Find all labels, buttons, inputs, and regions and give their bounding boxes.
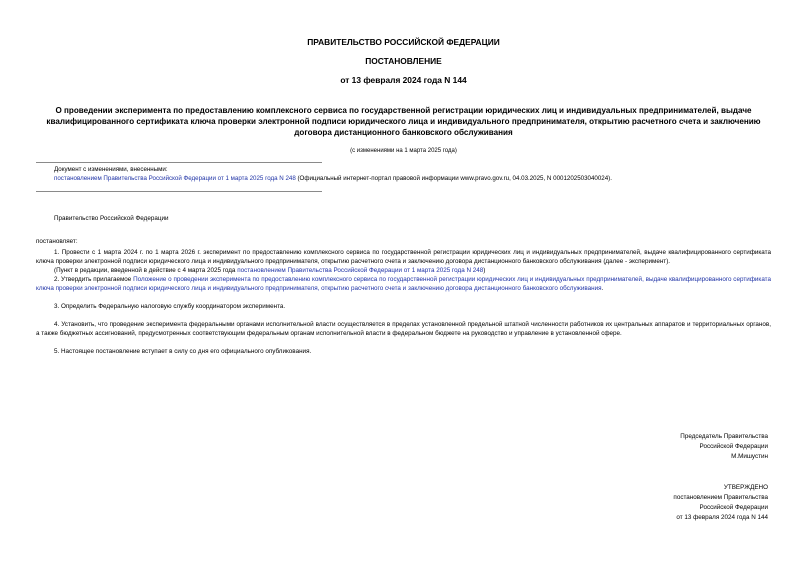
signature-country: Российской Федерации: [699, 443, 768, 451]
approval-line-3: от 13 февраля 2024 года N 144: [676, 514, 768, 522]
approval-block: [673, 483, 768, 523]
note-suffix: ): [483, 266, 486, 274]
document-title: О проведении эксперимента по предоставлению комплексного сервиса по государственной регистрации юридических лиц и индивидуальных предпринимателей, выдаче квалифицированного сертификата ключа проверки электронной подписи юридического лица и индивидуального предпринимателя, открытию расчетного счета и заключению договора дистанционного банковского обслуживания: [46, 106, 761, 137]
document-date: от 13 февраля 2024 года N 144: [340, 75, 467, 85]
paragraph-4: 4. Установить, что проведение эксперимента федеральными органами исполнительной власти осуществляется в пределах установленной предельной штатной численности работников их центральных аппаратов и территориальных органов, а также бюджетных ассигнований, предусмотренных соответствующим федеральным органам исполнительной власти в федеральном бюджете на руководство и управление в установленной сфере.: [36, 320, 771, 337]
edition-note: (с изменениями на 1 марта 2025 года): [350, 148, 457, 154]
changes-source: (Официальный интернет-портал правовой информации www.pravo.gov.ru, 04.03.2025, N 0001202503040024).: [295, 174, 612, 182]
document-type: ПОСТАНОВЛЕНИЕ: [365, 56, 442, 66]
divider-top: [36, 162, 322, 163]
changes-line: [54, 175, 774, 184]
changes-block: [54, 166, 774, 184]
amendment-link[interactable]: постановлением Правительства Российской Федерации от 1 марта 2025 года N 248: [54, 174, 296, 182]
regulation-link[interactable]: Положение о проведении эксперимента по предоставлению комплексного сервиса по государственной регистрации юридических лиц и индивидуальных предпринимателей, выдаче квалифицированного сертификата ключа проверки электронной подписи юридического лица и индивидуального предпринимателя, открытию расчетного счета и заключению договора дистанционного банковского обслуживания: [36, 275, 771, 292]
document-body: [36, 249, 771, 356]
paragraph-5: 5. Настоящее постановление вступает в силу со дня его официального опубликования.: [54, 347, 312, 355]
paragraph-1-note: [36, 267, 771, 276]
approval-stamp: УТВЕРЖДЕНО: [723, 484, 768, 491]
divider-bottom: [36, 191, 322, 192]
paragraph-2: [36, 276, 771, 294]
p2-prefix: 2. Утвердить прилагаемое: [54, 275, 134, 283]
issuing-body: Правительство Российской Федерации: [54, 215, 169, 222]
note-prefix: (Пункт в редакции, введенной в действие с 4 марта 2025 года: [54, 266, 238, 274]
approval-line-1: постановлением Правительства: [673, 494, 768, 502]
p2-suffix: .: [601, 284, 604, 292]
note-link[interactable]: постановлением Правительства Российской Федерации от 1 марта 2025 года N 248: [237, 266, 484, 274]
changes-intro: Документ с изменениями, внесенными:: [54, 166, 168, 173]
decree-word: постановляет:: [36, 238, 78, 245]
signature-block: [680, 432, 768, 462]
paragraph-1: 1. Провести с 1 марта 2024 г. по 1 марта 2026 г. эксперимент по предоставлению комплексного сервиса по государственной регистрации юридических лиц и индивидуальных предпринимателей, выдаче квалифицированного сертификата ключа проверки электронной подписи юридического лица и индивидуального предпринимателя, открытию расчетного счета и заключению договора дистанционного банковского обслуживания (далее - эксперимент).: [36, 249, 771, 265]
signature-title: Председатель Правительства: [680, 433, 768, 440]
paragraph-3: 3. Определить Федеральную налоговую службу координатором эксперимента.: [54, 302, 286, 310]
government-heading: ПРАВИТЕЛЬСТВО РОССИЙСКОЙ ФЕДЕРАЦИИ: [307, 37, 500, 47]
approval-line-2: Российской Федерации: [699, 504, 768, 512]
signature-name: М.Мишустин: [731, 453, 768, 461]
